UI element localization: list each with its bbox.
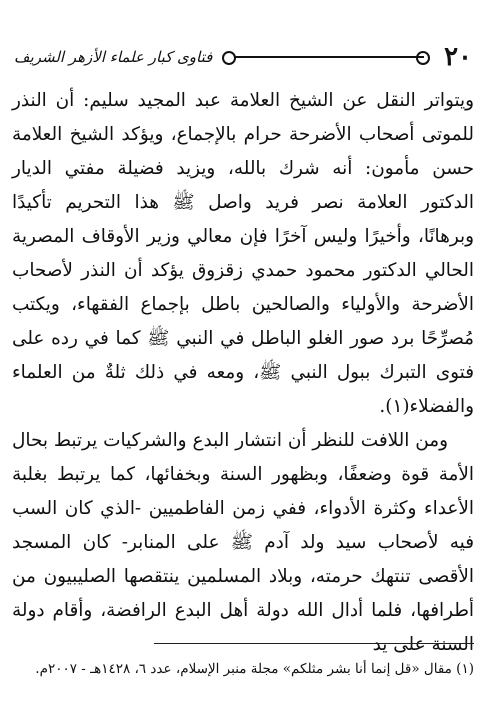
ornament-circle-icon [222, 51, 236, 65]
header-ornament-rule [222, 50, 430, 64]
footnote-separator [154, 643, 474, 644]
paragraph: ويتواتر النقل عن الشيخ العلامة عبد المجيد سليم: أن النذر للموتى أصحاب الأضرحة حرام بالإجماع، ويؤكد الشيخ العلامة حسن مأمون: أنه شرك بالله، ويزيد فضيلة مفتي الديار الدكتور العلامة نصر فريد واصل ﷺ هذا التحريم تأكيدًا وبرهانًا، وأخيرًا وليس آخرًا فإن معالي وزير الأوقاف المصرية الحالي الدكتور محمود حمدي زقزوق يؤكد أن النذر لأصحاب الأضرحة والأولياء والصالحين باطل بإجماع الفقهاء، ويكتب مُصرِّحًا برد صور الغلو الباطل في النبي ﷺ كما في رده على فتوى التبرك ببول النبي ﷺ، ومعه في ذلك ثلةٌ من العلماء والفضلاء(١). [12, 90, 474, 417]
ornament-circle-icon [416, 51, 430, 65]
body-text [12, 84, 474, 662]
header-rule-line [228, 56, 424, 58]
paragraph: ومن اللافت للنظر أن انتشار البدع والشركيات يرتبط بحال الأمة قوة وضعفًا، وبظهور السنة وبخفائها، كما يرتبط بغلبة الأعداء وكثرة الأدواء، ففي زمن الفاطميين -الذي كان السب فيه لأصحاب سيد ولد آدم ﷺ على المنابر- كان المسجد الأقصى تنتهك حرمته، وبلاد المسلمين ينتقصها الصليبيون من أطرافها، فلما أدال الله دولة أهل البدع الرافضة، وأقام دولة السنة على يد [12, 430, 474, 655]
page-header [14, 40, 472, 74]
running-title: فتاوى كبار علماء الأزهر الشريف [14, 48, 213, 66]
footnote: (١) مقال «قل إنما أنا بشر مثلكم» مجلة منبر الإسلام، عدد ٦، ١٤٢٨هـ - ٢٠٠٧م. [35, 661, 474, 677]
page-number: ٢٠ [444, 42, 472, 72]
